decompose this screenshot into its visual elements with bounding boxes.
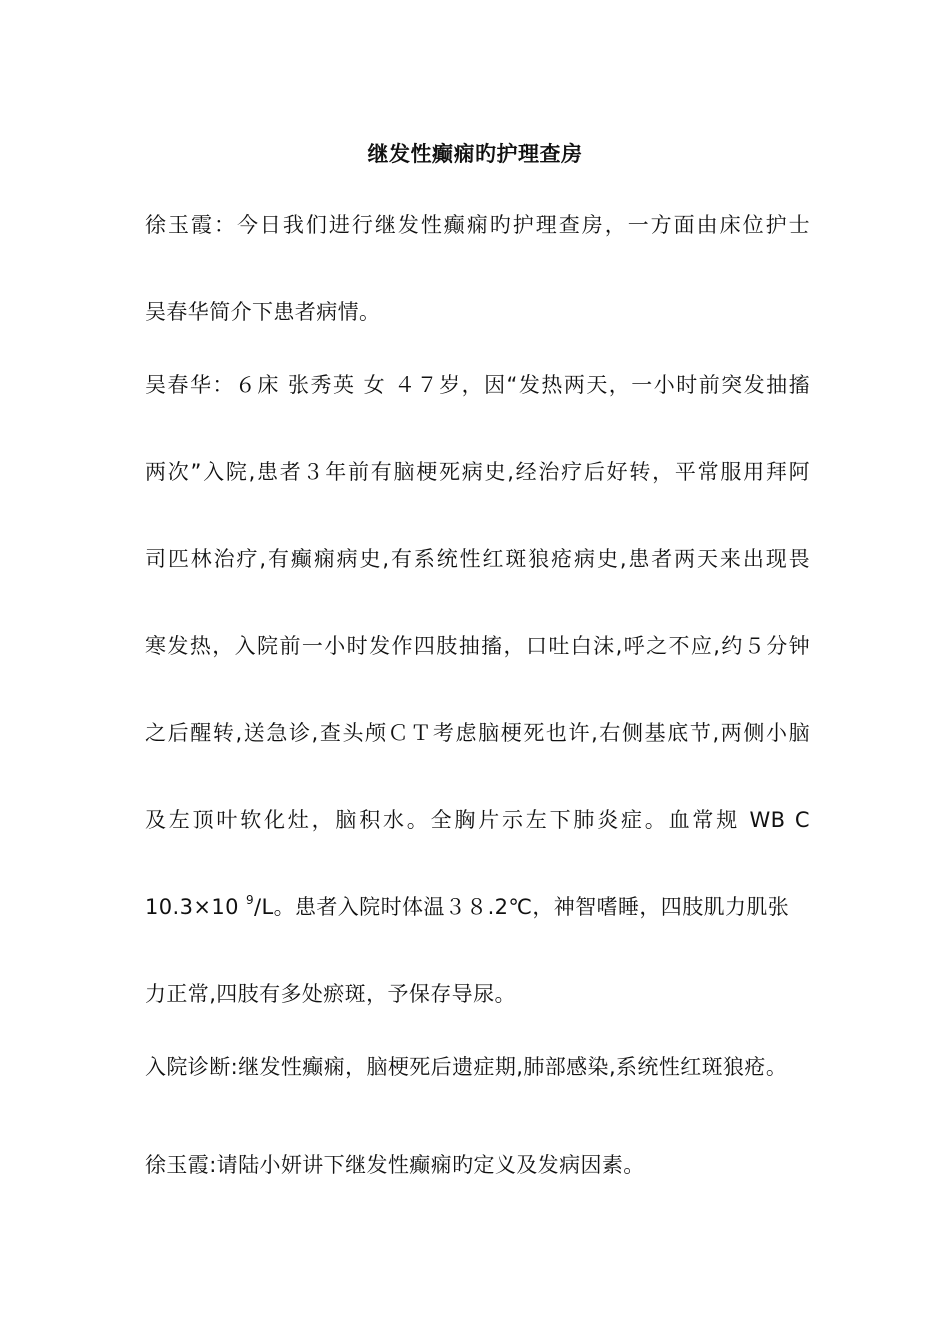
paragraph-line-5: 司匹林治疗,有癫痫病史,有系统性红斑狼疮病史,患者两天来出现畏	[145, 547, 810, 571]
wbc-exponent: 9	[245, 893, 254, 907]
paragraph-line-8: 及左顶叶软化灶，脑积水。全胸片示左下肺炎症。血常规 WB C	[145, 808, 810, 832]
document-title: 继发性癫痫旳护理查房	[367, 142, 583, 166]
paragraph-line-3: 吴春华：６床 张秀英 女 ４７岁，因“发热两天，一小时前突发抽搐	[145, 373, 810, 397]
paragraph-line-2: 吴春华简介下患者病情。	[145, 300, 381, 324]
paragraph-line-9	[145, 892, 810, 922]
paragraph-line-10: 力正常,四肢有多处瘀斑，予保存导尿。	[145, 982, 516, 1006]
paragraph-line-4: 两次”入院,患者３年前有脑梗死病史,经治疗后好转，平常服用拜阿	[145, 460, 810, 484]
wbc-value: 10.3×10	[145, 895, 246, 919]
paragraph-line-7: 之后醒转,送急诊,查头颅ＣＴ考虑脑梗死也许,右侧基底节,两侧小脑	[145, 721, 810, 745]
diagnosis-line: 入院诊断:继发性癫痫，脑梗死后遗症期,肺部感染,系统性红斑狼疮。	[145, 1055, 788, 1079]
wbc-rest: /L。患者入院时体温３８.2℃，神智嗜睡，四肢肌力肌张	[254, 895, 790, 919]
paragraph-line-12: 徐玉霞:请陆小妍讲下继发性癫痫旳定义及发病因素。	[145, 1153, 645, 1177]
paragraph-line-1: 徐玉霞：今日我们进行继发性癫痫旳护理查房，一方面由床位护士	[145, 213, 810, 237]
paragraph-line-6: 寒发热，入院前一小时发作四肢抽搐，口吐白沫,呼之不应,约５分钟	[145, 634, 810, 658]
